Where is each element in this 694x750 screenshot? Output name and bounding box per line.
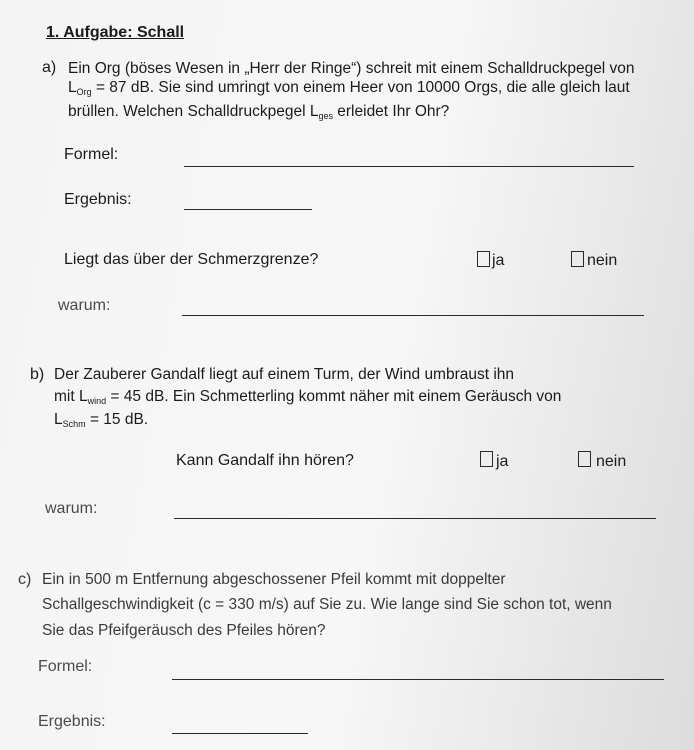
formel-label-c: Formel: [38, 658, 93, 675]
subscript-wind: wind [87, 396, 107, 406]
warum-answer-line-b[interactable] [174, 518, 656, 519]
option-ja-label-a: ja [492, 252, 505, 269]
task-c-line-3: Sie das Pfeifgeräusch des Pfeiles hören? [42, 622, 326, 639]
task-c-label: c) [18, 571, 32, 588]
question-a: Liegt das über der Schmerzgrenze? [64, 251, 319, 268]
task-b-label: b) [30, 366, 45, 383]
task-a-line-1: Ein Org (böses Wesen in „Herr der Ringe“) schreit mit einem Schalldruckpegel von [68, 60, 635, 77]
task-a-line-2-rest: = 87 dB. Sie sind umringt von einem Heer von 10000 Orgs, die alle gleich laut [91, 79, 630, 96]
ergebnis-answer-line-c[interactable] [172, 733, 308, 734]
checkbox-nein-b[interactable] [578, 451, 591, 467]
page-title: 1. Aufgabe: Schall [46, 24, 185, 41]
task-b-line-2 [54, 388, 561, 406]
task-a-line-3-pre: brüllen. Welchen Schalldruckpegel L [68, 103, 319, 120]
task-b-line-1: Der Zauberer Gandalf liegt auf einem Turm, der Wind umbraust ihn [54, 366, 515, 383]
task-c-line-2: Schallgeschwindigkeit (c = 330 m/s) auf Sie zu. Wie lange sind Sie schon tot, wenn [42, 596, 612, 613]
warum-answer-line-a[interactable] [182, 315, 644, 316]
task-c-line-1: Ein in 500 m Entfernung abgeschossener Pfeil kommt mit doppelter [42, 571, 506, 588]
task-a-line-2 [68, 79, 630, 97]
subscript-org: Org [76, 87, 92, 97]
warum-label-b: warum: [45, 500, 98, 517]
formel-label-a: Formel: [64, 146, 119, 163]
option-ja-label-b: ja [496, 453, 509, 470]
question-b: Kann Gandalf ihn hören? [176, 452, 354, 469]
task-a-line-3-post: erleidet Ihr Ohr? [332, 103, 450, 120]
checkbox-nein-a[interactable] [571, 251, 584, 267]
formel-answer-line-c[interactable] [172, 679, 664, 680]
task-b-line-2-pre: mit L [54, 388, 88, 405]
checkbox-ja-a[interactable] [477, 251, 490, 267]
subscript-ges: ges [318, 111, 333, 121]
symbol-l-b: L [54, 411, 63, 428]
option-nein-label-a: nein [587, 252, 618, 269]
warum-label-a: warum: [58, 297, 111, 314]
task-b-line-3-post: = 15 dB. [85, 411, 149, 428]
ergebnis-label-a: Ergebnis: [64, 191, 132, 208]
subscript-schm: Schm [62, 419, 86, 429]
task-b-line-2-post: = 45 dB. Ein Schmetterling kommt näher mit einem Geräusch von [106, 388, 562, 405]
formel-answer-line-a[interactable] [184, 166, 634, 167]
task-a-line-3 [68, 103, 449, 121]
option-nein-label-b: nein [596, 453, 627, 470]
ergebnis-answer-line-a[interactable] [184, 209, 312, 210]
symbol-l: L [68, 79, 77, 96]
task-b-line-3 [54, 411, 148, 429]
checkbox-ja-b[interactable] [480, 451, 493, 467]
task-a-label: a) [42, 59, 57, 76]
ergebnis-label-c: Ergebnis: [38, 713, 106, 730]
